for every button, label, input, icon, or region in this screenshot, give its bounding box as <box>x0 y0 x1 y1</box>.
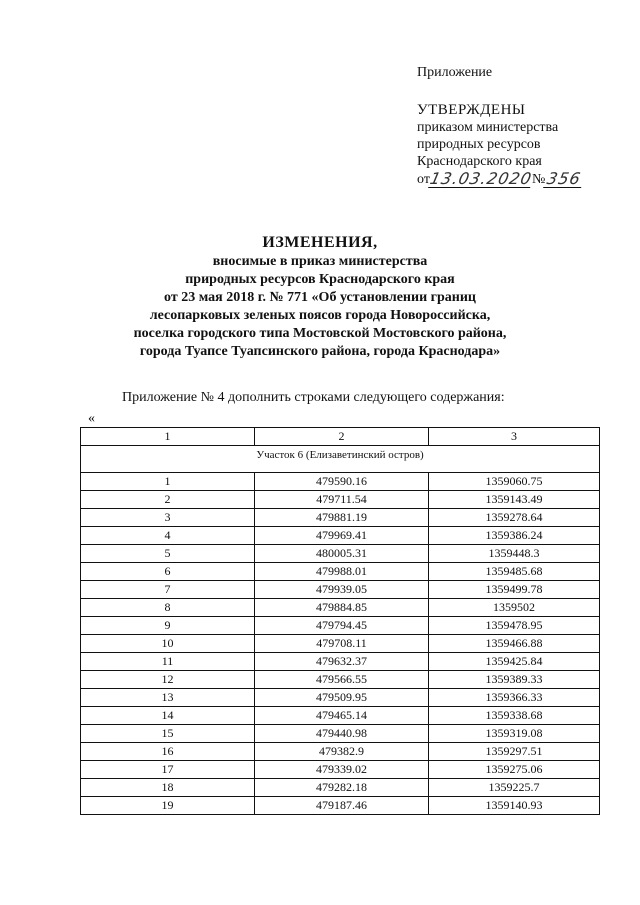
order-date-line <box>417 170 583 188</box>
title-line-3: от 23 мая 2018 г. № 771 «Об установлении границ <box>164 290 476 305</box>
x-coordinate-cell: 479881.19 <box>255 509 429 527</box>
table-row <box>81 671 600 689</box>
table-row <box>81 707 600 725</box>
y-coordinate-cell: 1359499.78 <box>429 581 600 599</box>
y-coordinate-cell: 1359319.08 <box>429 725 600 743</box>
approval-line-3: Краснодарского края <box>417 154 542 169</box>
y-coordinate-cell: 1359275.06 <box>429 761 600 779</box>
table-row <box>81 743 600 761</box>
point-number-cell: 15 <box>81 725 255 743</box>
approved-label: УТВЕРЖДЕНЫ <box>417 102 526 118</box>
y-coordinate-cell: 1359338.68 <box>429 707 600 725</box>
point-number-cell: 5 <box>81 545 255 563</box>
coordinates-table <box>80 427 600 815</box>
x-coordinate-cell: 479566.55 <box>255 671 429 689</box>
title-line-4: лесопарковых зеленых поясов города Новороссийска, <box>149 308 491 323</box>
point-number-cell: 14 <box>81 707 255 725</box>
column-header: 2 <box>255 428 429 446</box>
y-coordinate-cell: 1359140.93 <box>429 797 600 815</box>
date-prefix: от <box>417 172 430 187</box>
y-coordinate-cell: 1359466.88 <box>429 635 600 653</box>
approval-line-1: приказом министерства <box>417 120 559 135</box>
x-coordinate-cell: 479187.46 <box>255 797 429 815</box>
table-row <box>81 599 600 617</box>
y-coordinate-cell: 1359297.51 <box>429 743 600 761</box>
x-coordinate-cell: 479282.18 <box>255 779 429 797</box>
x-coordinate-cell: 479969.41 <box>255 527 429 545</box>
handwritten-date: 13.03.2020 <box>428 169 534 188</box>
document-title <box>0 234 640 361</box>
column-header: 3 <box>429 428 600 446</box>
x-coordinate-cell: 479939.05 <box>255 581 429 599</box>
point-number-cell: 17 <box>81 761 255 779</box>
x-coordinate-cell: 479632.37 <box>255 653 429 671</box>
section-title: Участок 6 (Елизаветинский остров) <box>81 446 600 473</box>
point-number-cell: 3 <box>81 509 255 527</box>
table-row <box>81 617 600 635</box>
title-line-2: природных ресурсов Краснодарского края <box>185 272 455 287</box>
point-number-cell: 16 <box>81 743 255 761</box>
approval-block <box>417 64 583 188</box>
table-row <box>81 635 600 653</box>
y-coordinate-cell: 1359143.49 <box>429 491 600 509</box>
intro-text: Приложение № 4 дополнить строками следующего содержания: <box>122 390 505 405</box>
table-row <box>81 509 600 527</box>
point-number-cell: 2 <box>81 491 255 509</box>
point-number-cell: 19 <box>81 797 255 815</box>
point-number-cell: 1 <box>81 473 255 491</box>
y-coordinate-cell: 1359485.68 <box>429 563 600 581</box>
table-row <box>81 653 600 671</box>
table-row <box>81 725 600 743</box>
x-coordinate-cell: 479382.9 <box>255 743 429 761</box>
y-coordinate-cell: 1359425.84 <box>429 653 600 671</box>
x-coordinate-cell: 479440.98 <box>255 725 429 743</box>
x-coordinate-cell: 479794.45 <box>255 617 429 635</box>
table-row <box>81 545 600 563</box>
point-number-cell: 13 <box>81 689 255 707</box>
title-line-5: поселка городского типа Мостовской Мостовского района, <box>133 326 507 341</box>
table-header-row <box>81 428 600 446</box>
y-coordinate-cell: 1359478.95 <box>429 617 600 635</box>
y-coordinate-cell: 1359389.33 <box>429 671 600 689</box>
number-sign: № <box>531 172 546 187</box>
table-row <box>81 779 600 797</box>
table-row <box>81 797 600 815</box>
point-number-cell: 4 <box>81 527 255 545</box>
y-coordinate-cell: 1359225.7 <box>429 779 600 797</box>
section-row <box>81 446 600 473</box>
x-coordinate-cell: 479708.11 <box>255 635 429 653</box>
point-number-cell: 6 <box>81 563 255 581</box>
point-number-cell: 10 <box>81 635 255 653</box>
title-line-6: города Туапсе Туапсинского района, города Краснодара» <box>139 344 501 359</box>
x-coordinate-cell: 479339.02 <box>255 761 429 779</box>
table-row <box>81 563 600 581</box>
y-coordinate-cell: 1359366.33 <box>429 689 600 707</box>
x-coordinate-cell: 479988.01 <box>255 563 429 581</box>
table-row <box>81 473 600 491</box>
title-heading: ИЗМЕНЕНИЯ, <box>262 234 378 251</box>
point-number-cell: 18 <box>81 779 255 797</box>
y-coordinate-cell: 1359448.3 <box>429 545 600 563</box>
x-coordinate-cell: 479590.16 <box>255 473 429 491</box>
table-row <box>81 581 600 599</box>
table-row <box>81 689 600 707</box>
appendix-label: Приложение <box>417 65 493 80</box>
column-header: 1 <box>81 428 255 446</box>
y-coordinate-cell: 1359060.75 <box>429 473 600 491</box>
y-coordinate-cell: 1359386.24 <box>429 527 600 545</box>
point-number-cell: 7 <box>81 581 255 599</box>
title-line-1: вносимые в приказ министерства <box>212 254 428 269</box>
point-number-cell: 8 <box>81 599 255 617</box>
x-coordinate-cell: 479509.95 <box>255 689 429 707</box>
x-coordinate-cell: 479465.14 <box>255 707 429 725</box>
x-coordinate-cell: 479884.85 <box>255 599 429 617</box>
x-coordinate-cell: 480005.31 <box>255 545 429 563</box>
handwritten-number: 356 <box>543 170 585 188</box>
table-row <box>81 527 600 545</box>
point-number-cell: 9 <box>81 617 255 635</box>
opening-quote: « <box>88 411 95 426</box>
point-number-cell: 12 <box>81 671 255 689</box>
point-number-cell: 11 <box>81 653 255 671</box>
y-coordinate-cell: 1359502 <box>429 599 600 617</box>
table-row <box>81 491 600 509</box>
y-coordinate-cell: 1359278.64 <box>429 509 600 527</box>
table-row <box>81 761 600 779</box>
approval-line-2: природных ресурсов <box>417 137 541 152</box>
x-coordinate-cell: 479711.54 <box>255 491 429 509</box>
